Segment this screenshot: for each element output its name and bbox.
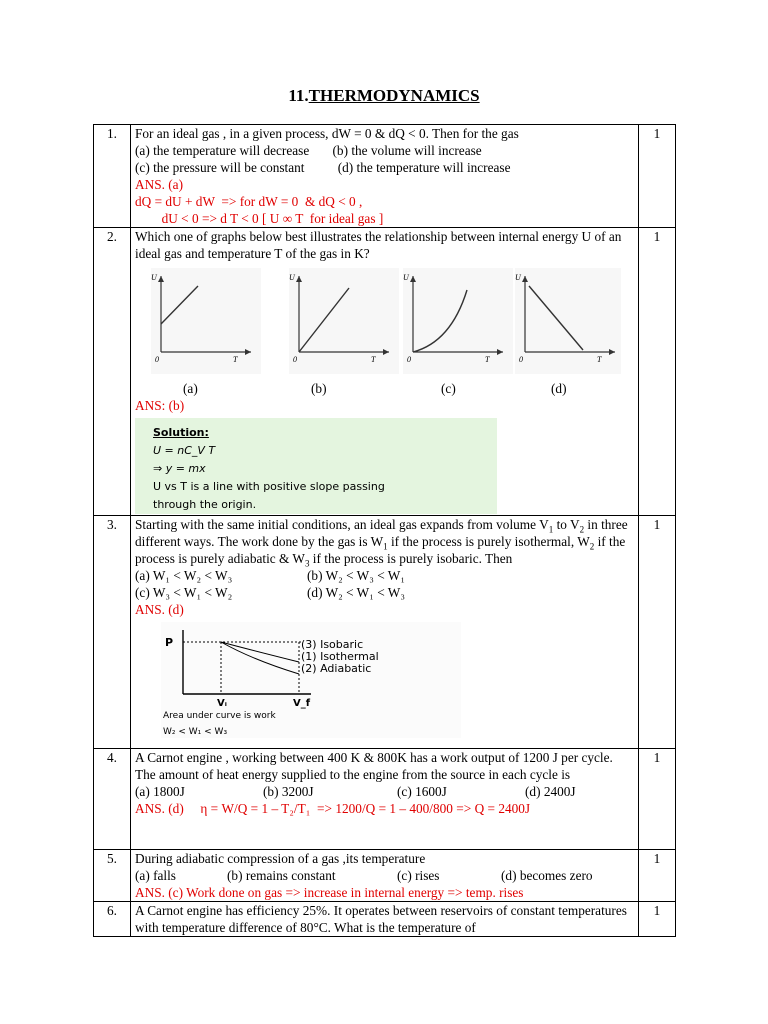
svg-text:T: T bbox=[597, 355, 602, 364]
graph-label: (d) bbox=[551, 381, 567, 396]
question-stem: A Carnot engine , working between 400 K & 800K has a work output of 1200 J per cycle. The amount of heat energy supplied to the engine from the source in each cycle is bbox=[135, 750, 613, 782]
question-body bbox=[131, 749, 639, 850]
svg-text:0: 0 bbox=[293, 355, 297, 364]
svg-text:W₂ < W₁ < W₃: W₂ < W₁ < W₃ bbox=[163, 727, 228, 737]
table-row bbox=[94, 902, 676, 937]
graph-d bbox=[515, 268, 621, 374]
svg-text:V_f: V_f bbox=[293, 698, 311, 709]
table-row bbox=[94, 125, 676, 228]
question-number: 3. bbox=[94, 516, 131, 749]
options-ab: (a) W₁ < W₂ < W₃ (b) W₂ < W₃ < W₁ bbox=[135, 568, 405, 583]
question-stem: During adiabatic compression of a gas ,its temperature bbox=[135, 851, 426, 866]
question-stem: For an ideal gas , in a given process, dW = 0 & dQ < 0. Then for the gas bbox=[135, 126, 519, 141]
graph-label: (b) bbox=[311, 381, 327, 396]
question-number: 6. bbox=[94, 902, 131, 937]
marks-cell: 1 bbox=[639, 125, 676, 228]
table-row bbox=[94, 228, 676, 516]
marks-cell: 1 bbox=[639, 749, 676, 850]
question-number: 1. bbox=[94, 125, 131, 228]
explanation-line: dQ = dU + dW => for dW = 0 & dQ < 0 , bbox=[135, 194, 363, 209]
svg-text:0: 0 bbox=[519, 355, 523, 364]
graph-a bbox=[151, 268, 261, 374]
graph-label: (c) bbox=[441, 381, 456, 396]
svg-text:T: T bbox=[485, 355, 490, 364]
question-body bbox=[131, 228, 639, 516]
table-row bbox=[94, 516, 676, 749]
svg-text:P: P bbox=[165, 636, 174, 649]
svg-text:U: U bbox=[151, 273, 157, 282]
table-row bbox=[94, 749, 676, 850]
svg-text:U: U bbox=[515, 273, 521, 282]
graph-options-figure bbox=[151, 264, 621, 382]
marks-cell: 1 bbox=[639, 850, 676, 902]
svg-text:T: T bbox=[371, 355, 376, 364]
question-number: 4. bbox=[94, 749, 131, 850]
solution-line: U vs T is a line with positive slope passing bbox=[153, 480, 385, 493]
graph-b bbox=[289, 268, 399, 374]
svg-text:Vᵢ: Vᵢ bbox=[217, 698, 227, 709]
pv-diagram bbox=[135, 622, 634, 740]
graph-labels bbox=[135, 380, 634, 397]
marks-cell: 1 bbox=[639, 902, 676, 937]
question-stem: A Carnot engine has efficiency 25%. It operates between reservoirs of constant temperatures with temperature difference of 80°C. What is the temperature of bbox=[135, 903, 627, 935]
explanation-line: dU < 0 => d T < 0 [ U ∞ T for ideal gas ] bbox=[135, 211, 384, 226]
answer-text: ANS. (a) bbox=[135, 177, 184, 192]
svg-text:0: 0 bbox=[407, 355, 411, 364]
options-ab: (a) the temperature will decrease (b) the volume will increase bbox=[135, 143, 482, 158]
page-title: 11.THERMODYNAMICS bbox=[288, 86, 480, 105]
marks-cell: 1 bbox=[639, 228, 676, 516]
answer-text: ANS. (c) Work done on gas => increase in internal energy => temp. rises bbox=[135, 885, 524, 900]
question-stem: Starting with the same initial conditions, an ideal gas expands from volume $V_1$ to $V_2$ in three different ways. The work done by the gas is $W_1$ if the process is purely isothermal, $W_2$ if the process is purely adiabatic & $W_3$ if the process is purely isobaric. Then bbox=[135, 517, 628, 569]
svg-text:(1) Isothermal: (1) Isothermal bbox=[301, 650, 379, 663]
options-cd: (c) the pressure will be constant (d) the temperature will increase bbox=[135, 160, 511, 175]
svg-text:U: U bbox=[403, 273, 409, 282]
graph-label: (a) bbox=[183, 381, 198, 396]
answer-text: ANS: (b) bbox=[135, 398, 185, 413]
graph-options bbox=[135, 262, 634, 380]
options-row: (a) 1800J (b) 3200J (c) 1600J (d) 2400J bbox=[135, 784, 576, 799]
question-body bbox=[131, 902, 639, 937]
svg-text:Area under curve is work: Area under curve is work bbox=[163, 711, 276, 721]
question-number: 2. bbox=[94, 228, 131, 516]
svg-text:(2) Adiabatic: (2) Adiabatic bbox=[301, 662, 372, 675]
solution-heading: Solution: bbox=[153, 426, 209, 439]
question-body bbox=[131, 850, 639, 902]
solution-line: ⇒ y = mx bbox=[153, 462, 206, 475]
solution-line: U = nC_V T bbox=[153, 444, 216, 457]
svg-text:T: T bbox=[233, 355, 238, 364]
table-row bbox=[94, 850, 676, 902]
solution-line: through the origin. bbox=[153, 498, 257, 511]
question-body bbox=[131, 125, 639, 228]
solution-box bbox=[135, 418, 497, 514]
marks-cell: 1 bbox=[639, 516, 676, 749]
pv-diagram-figure bbox=[161, 622, 461, 738]
question-stem: Which one of graphs below best illustrates the relationship between internal energy U of an ideal gas and temperature T of the gas in K? bbox=[135, 229, 622, 261]
question-table bbox=[93, 124, 676, 937]
options-row: (a) falls (b) remains constant (c) rises (d) becomes zero bbox=[135, 868, 593, 883]
answer-text: ANS. (d) η = W/Q = 1 – T₂/T₁ => 1200/Q = 1 – 400/800 => Q = 2400J bbox=[135, 801, 531, 816]
svg-text:(3) Isobaric: (3) Isobaric bbox=[301, 638, 364, 651]
svg-text:0: 0 bbox=[155, 355, 159, 364]
question-number: 5. bbox=[94, 850, 131, 902]
answer-text: ANS. (d) bbox=[135, 602, 184, 617]
graph-c bbox=[403, 268, 513, 374]
svg-text:U: U bbox=[289, 273, 295, 282]
options-cd: (c) W₃ < W₁ < W₂ (d) W₂ < W₁ < W₃ bbox=[135, 585, 405, 600]
question-body bbox=[131, 516, 639, 749]
